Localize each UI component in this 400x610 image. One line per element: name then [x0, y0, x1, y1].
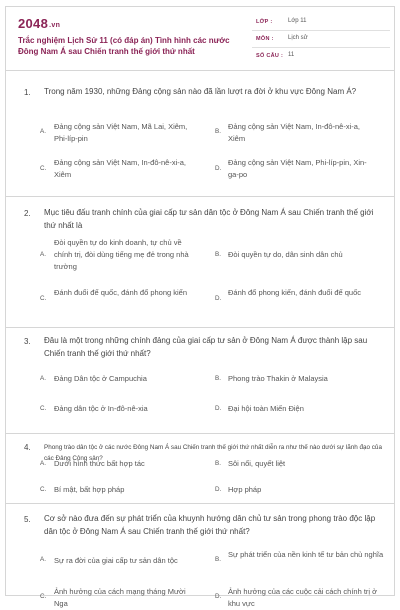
meta-table	[252, 14, 390, 65]
option-text: Đảng Dân tộc ở Campuchia	[54, 374, 147, 383]
question-3	[6, 328, 394, 434]
meta-value: 11	[288, 52, 295, 58]
option-text: Đảng cộng sản Việt Nam, Phi-líp-pin, Xin-ga-po	[228, 158, 367, 179]
option-letter: B.	[215, 556, 221, 563]
option-letter: C.	[40, 405, 47, 412]
question-text: Trong năm 1930, những Đảng cộng sản nào đã lần lượt ra đời ở khu vực Đông Nam Á?	[44, 87, 357, 96]
option-text: Đảng dân tộc ở In-đô-nê-xia	[54, 404, 148, 413]
question-number: 1.	[24, 88, 31, 97]
question-1	[6, 71, 394, 197]
meta-value: Lớp 11	[288, 18, 307, 24]
option-text: Đảng cộng sản Việt Nam, Mã Lai, Xiêm, Phi-líp-pin	[54, 122, 188, 143]
meta-label: LỚP :	[256, 19, 273, 25]
option-letter: C.	[40, 295, 47, 302]
option-letter: A.	[40, 556, 46, 563]
option-text: Dưới hình thức bất hợp tác	[54, 459, 145, 468]
option-text: Ảnh hưởng của các cuộc cải cách chính trị ở khu vực	[228, 587, 378, 608]
option-text: Đòi quyền tự do, dân sinh dân chủ	[228, 250, 343, 259]
option-letter: D.	[215, 405, 222, 412]
question-number: 2.	[24, 209, 31, 218]
option-letter: A.	[40, 375, 46, 382]
meta-row-subject	[252, 31, 390, 48]
document-header	[6, 7, 394, 71]
option-letter: C.	[40, 165, 47, 172]
option-letter: C.	[40, 486, 47, 493]
option-text: Hợp pháp	[228, 485, 262, 494]
option-text: Đòi quyền tự do kinh doanh, tự chủ về chính trị, đòi dùng tiếng mẹ đẻ trong nhà trường	[54, 238, 189, 271]
question-text: Phong trào dân tộc ở các nước Đông Nam Á sau Chiến tranh thế giới thứ nhất diễn ra như thế nào dưới sự lãnh đạo của các Đảng Cộng sản?	[44, 444, 382, 462]
option-text: Đánh đuổi đế quốc, đánh đổ phong kiến	[54, 288, 188, 297]
meta-label: MÔN :	[256, 36, 274, 42]
question-5	[6, 504, 394, 608]
document-title: Trắc nghiệm Lịch Sử 11 (có đáp án) Tình hình các nước Đông Nam Á sau Chiến tranh thế giới thứ nhất	[18, 36, 230, 56]
question-text: Đâu là một trong những chính đảng của giai cấp tư sản ở Đông Nam Á được thành lập sau Chiến tranh thế giới thứ nhất?	[44, 336, 368, 358]
option-text: Sôi nổi, quyết liệt	[228, 459, 286, 468]
option-letter: D.	[215, 593, 222, 600]
option-letter: B.	[215, 128, 221, 135]
question-number: 4.	[24, 443, 31, 452]
option-text: Bí mật, bất hợp pháp	[54, 485, 125, 494]
option-text: Sự ra đời của giai cấp tư sản dân tộc	[54, 556, 178, 565]
question-4	[6, 434, 394, 504]
question-number: 3.	[24, 337, 31, 346]
logo-suffix: .vn	[49, 22, 61, 29]
option-text: Sự phát triển của nền kinh tế tư bản chủ nghĩa	[228, 550, 384, 559]
option-letter: B.	[215, 375, 221, 382]
option-letter: C.	[40, 593, 47, 600]
option-text: Đảng cộng sản Việt Nam, In-đô-nê-xi-a, Xiêm	[54, 158, 187, 179]
option-letter: B.	[215, 251, 221, 258]
option-letter: A.	[40, 128, 46, 135]
document-page	[5, 6, 395, 608]
option-text: Ảnh hưởng của cách mạng tháng Mười Nga	[54, 587, 186, 608]
meta-row-count	[252, 48, 390, 65]
option-letter: D.	[215, 165, 222, 172]
option-letter: D.	[215, 295, 222, 302]
option-letter: A.	[40, 251, 46, 258]
question-2	[6, 197, 394, 328]
option-text: Đánh đổ phong kiến, đánh đuổi đế quốc	[228, 288, 362, 297]
question-text: Cơ sở nào đưa đến sự phát triển của khuynh hướng dân chủ tư sản trong phong trào độc lập dân tộc ở Đông Nam Á sau Chiến tranh thế giới thứ nhất?	[44, 514, 376, 536]
logo-text: 2048	[18, 16, 49, 31]
option-letter: B.	[215, 460, 221, 467]
meta-value: Lịch sử	[288, 35, 308, 41]
option-text: Phong trào Thakin ở Malaysia	[228, 374, 328, 383]
question-number: 5.	[24, 515, 31, 524]
option-text: Đảng cộng sản Việt Nam, In-đô-nê-xi-a, Xiêm	[228, 122, 361, 143]
option-text: Đại hội toàn Miến Điện	[228, 404, 304, 413]
site-logo[interactable]	[18, 16, 60, 31]
meta-row-class	[252, 14, 390, 31]
meta-label: SỐ CÂU :	[256, 53, 284, 59]
option-letter: A.	[40, 460, 46, 467]
option-letter: D.	[215, 486, 222, 493]
question-text: Mục tiêu đấu tranh chính của giai cấp tư sản dân tộc ở Đông Nam Á sau Chiến tranh thế giới thứ nhất là	[44, 208, 374, 230]
